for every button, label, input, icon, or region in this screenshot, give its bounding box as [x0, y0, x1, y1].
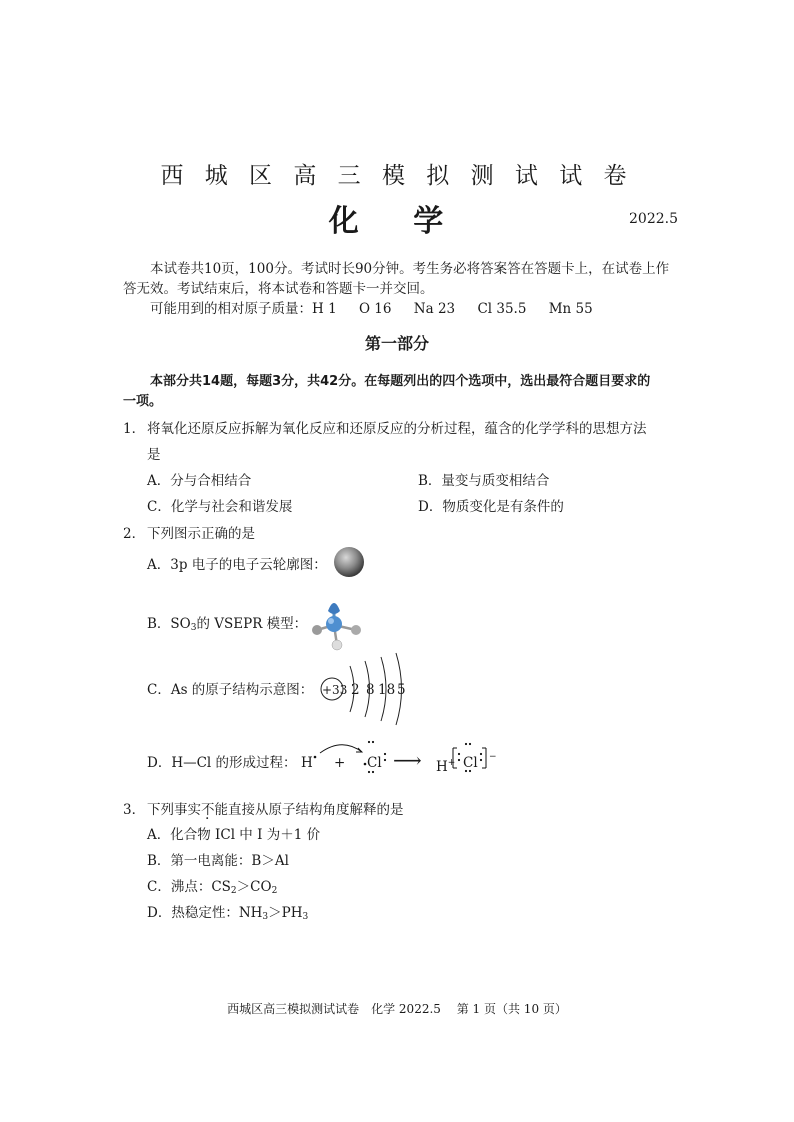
hcl-h-atom: H — [301, 755, 313, 771]
q3-option-b: B．第一电离能：B＞Al — [147, 853, 289, 869]
page-footer: 西城区高三模拟测试试卷 化学 2022.5 第 1 页（共 10 页） — [227, 1002, 567, 1016]
mass-na: Na 23 — [413, 301, 456, 317]
mass-cl: Cl 35.5 — [477, 301, 527, 317]
q1-stem-1: 将氧化还原反应拆解为氧化反应和还原反应的分析过程，蕴含的化学学科的思想方法 — [147, 421, 647, 437]
as-shell-2: 8 — [366, 682, 375, 698]
product-cl-minus: − — [489, 752, 497, 762]
q3-d-sub-2: 3 — [302, 912, 309, 922]
q2-b-prefix: B．SO — [147, 616, 191, 632]
mass-mn: Mn 55 — [548, 301, 593, 317]
as-shell-4: 5 — [397, 682, 406, 698]
q1-stem-2: 是 — [147, 447, 161, 463]
q3-d-sub-1: 3 — [262, 912, 269, 922]
q2-b-sub: 3 — [190, 623, 197, 633]
intro-line-1: 本试卷共10页，100分。考试时长90分钟。考生务必将答案答在答题卡上，在试卷上作 — [150, 261, 670, 277]
intro-line-2: 答无效。考试结束后，将本试卷和答题卡一并交回。 — [123, 281, 434, 297]
q3-option-a: A．化合物 ICl 中 I 为＋1 价 — [147, 827, 321, 843]
exam-date: 2022.5 — [629, 211, 678, 227]
vsepr-model-image — [304, 597, 370, 653]
product-h-symbol: H — [436, 759, 448, 775]
q2-b-suffix: 的 VSEPR 模型： — [196, 616, 308, 632]
section-instructions-1: 本部分共14题，每题3分，共42分。在每题列出的四个选项中，选出最符合题目要求的 — [150, 374, 651, 389]
section-instructions-2: 一项。 — [123, 394, 163, 409]
q2-option-c: C．As 的原子结构示意图： — [147, 682, 314, 698]
q1-option-a: A．分与合相结合 — [147, 473, 252, 489]
q1-option-c: C．化学与社会和谐发展 — [147, 499, 293, 515]
q2-option-a: A．3p 电子的电子云轮廓图： — [147, 557, 327, 573]
q1-option-b: B．量变与质变相结合 — [418, 473, 550, 489]
q2-option-b — [147, 614, 307, 638]
q3-stem-pre: 下列事实 — [147, 802, 201, 818]
q2-stem: 下列图示正确的是 — [147, 526, 255, 542]
q3-stem-post: 直接从原子结构角度解释的是 — [228, 802, 404, 818]
q3-c-mid: ＞CO — [236, 879, 272, 895]
product-h-ion — [436, 753, 455, 777]
q1-number: 1． — [123, 421, 146, 437]
as-shell-1: 2 — [351, 682, 360, 698]
q3-option-d — [147, 903, 308, 927]
product-cl-charge — [489, 747, 497, 771]
atomic-masses-label: 可能用到的相对原子质量： — [150, 301, 312, 317]
q1-option-d: D．物质变化是有条件的 — [418, 499, 564, 515]
product-h-charge: + — [447, 758, 456, 768]
q3-number: 3． — [123, 802, 146, 818]
as-shell-3: 18 — [378, 682, 396, 698]
as-nucleus-charge: +33 — [322, 683, 348, 697]
exam-title: 西 城 区 高 三 模 拟 测 试 试 卷 — [160, 163, 634, 189]
q3-option-c — [147, 877, 277, 901]
atomic-masses — [150, 299, 593, 319]
reaction-arrow: ⟶ — [393, 748, 422, 772]
q3-d-mid: ＞PH — [268, 905, 303, 921]
q2-number: 2． — [123, 526, 146, 542]
q3-c-pre: C．沸点：CS — [147, 879, 231, 895]
p-orbital-sphere-image — [333, 546, 365, 578]
hcl-cl-atom: Cl — [367, 755, 382, 771]
product-cl-ion: Cl — [463, 755, 478, 771]
mass-o: O 16 — [358, 301, 392, 317]
q3-stem-emphasis: 不能 — [201, 802, 228, 818]
q3-c-sub-1: 2 — [230, 886, 237, 896]
subject-title: 化 学 — [328, 204, 466, 239]
q3-stem — [147, 800, 404, 820]
section-title: 第一部分 — [364, 334, 429, 353]
q3-d-pre: D．热稳定性：NH — [147, 905, 263, 921]
q3-c-sub-2: 2 — [271, 886, 278, 896]
hcl-plus: + — [334, 755, 346, 771]
mass-h: H 1 — [312, 301, 337, 317]
q2-option-d: D．H—Cl 的形成过程： — [147, 755, 297, 771]
